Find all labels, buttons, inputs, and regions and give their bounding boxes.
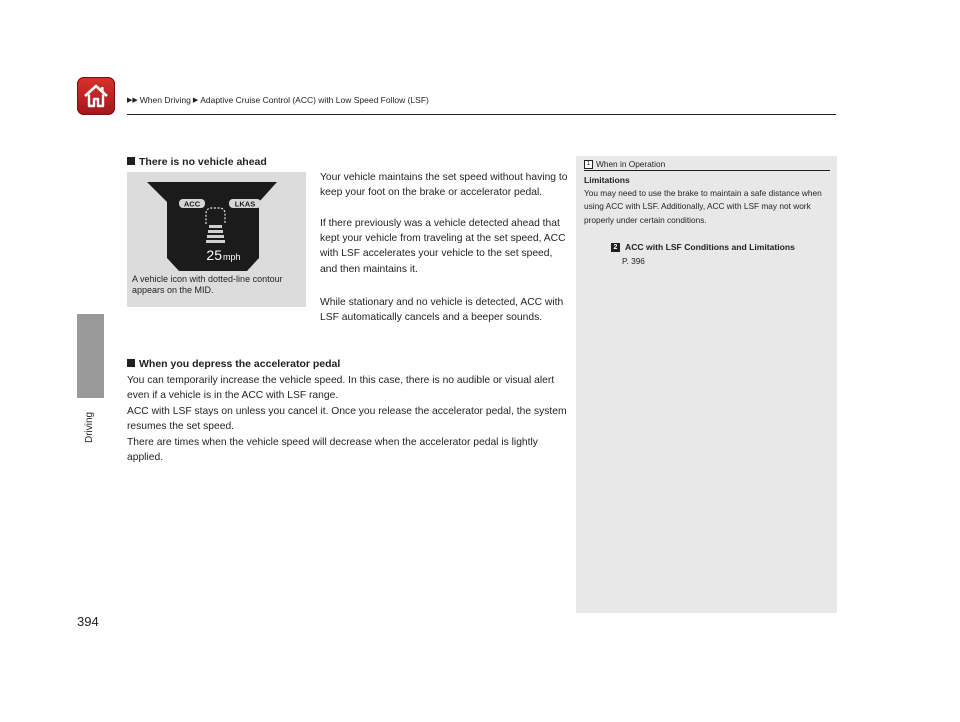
breadcrumb xyxy=(127,95,429,105)
square-bullet-icon xyxy=(127,157,135,165)
sidebar-reference-page[interactable]: P. 396 xyxy=(622,256,645,266)
acc-indicator: ACC xyxy=(183,199,201,209)
speed-unit: mph xyxy=(223,252,241,262)
figure-caption: A vehicle icon with dotted-line contour appears on the MID. xyxy=(132,274,283,295)
section1-paragraph-2: If there previously was a vehicle detected ahead that kept your vehicle from traveling at the set speed, ACC with LSF accelerates your vehicle to the set speed, and then maintains it. xyxy=(320,218,566,275)
section-heading-accelerator: When you depress the accelerator pedal xyxy=(127,358,340,370)
breadcrumb-arrow-icon: ▶▶ xyxy=(127,97,138,104)
page-number: 394 xyxy=(77,614,99,629)
mid-display-figure xyxy=(127,172,306,307)
set-speed-value: 25 xyxy=(206,247,222,263)
section1-paragraph-1: Your vehicle maintains the set speed without having to keep your foot on the brake or accelerator pedal. xyxy=(320,172,568,199)
sidebar-subheading: Limitations xyxy=(584,175,630,185)
section2-paragraph-1: You can temporarily increase the vehicle speed. In this case, there is no audible or visual alert even if a vehicle is in the ACC with LSF range. xyxy=(127,375,555,402)
section2-paragraph-2: ACC with LSF stays on unless you cancel it. Once you release the accelerator pedal, the system resumes the set speed. xyxy=(127,406,567,433)
section2-paragraph-3: There are times when the vehicle speed will decrease when the accelerator pedal is lightly applied. xyxy=(127,437,538,464)
sidebar-title: 1 When in Operation xyxy=(584,159,665,169)
breadcrumb-arrow-icon: ▶ xyxy=(192,97,199,104)
section-heading-no-vehicle: There is no vehicle ahead xyxy=(127,156,267,168)
note-marker-icon: 1 xyxy=(584,160,593,169)
home-icon xyxy=(82,82,110,110)
sidebar-text: You may need to use the brake to maintain a safe distance when using ACC with LSF. Additionally, ACC with LSF may not work properly under certain conditions. xyxy=(584,188,822,225)
square-bullet-icon xyxy=(127,359,135,367)
sidebar-reference-link[interactable]: 2 ACC with LSF Conditions and Limitations xyxy=(611,242,795,252)
breadcrumb-item-when-driving[interactable]: When Driving xyxy=(139,95,191,105)
sidebar-divider xyxy=(584,170,830,171)
breadcrumb-item-acc[interactable]: Adaptive Cruise Control (ACC) with Low Speed Follow (LSF) xyxy=(200,95,429,105)
home-button[interactable] xyxy=(77,77,115,115)
lkas-indicator: LKAS xyxy=(234,199,256,209)
reference-arrow-icon: 2 xyxy=(611,243,620,252)
header-divider xyxy=(127,114,836,115)
notes-sidebar xyxy=(576,156,837,613)
section1-paragraph-3: While stationary and no vehicle is detected, ACC with LSF automatically cancels and a beeper sounds. xyxy=(320,297,564,324)
chapter-label: Driving xyxy=(84,411,95,443)
chapter-tab xyxy=(77,314,104,398)
